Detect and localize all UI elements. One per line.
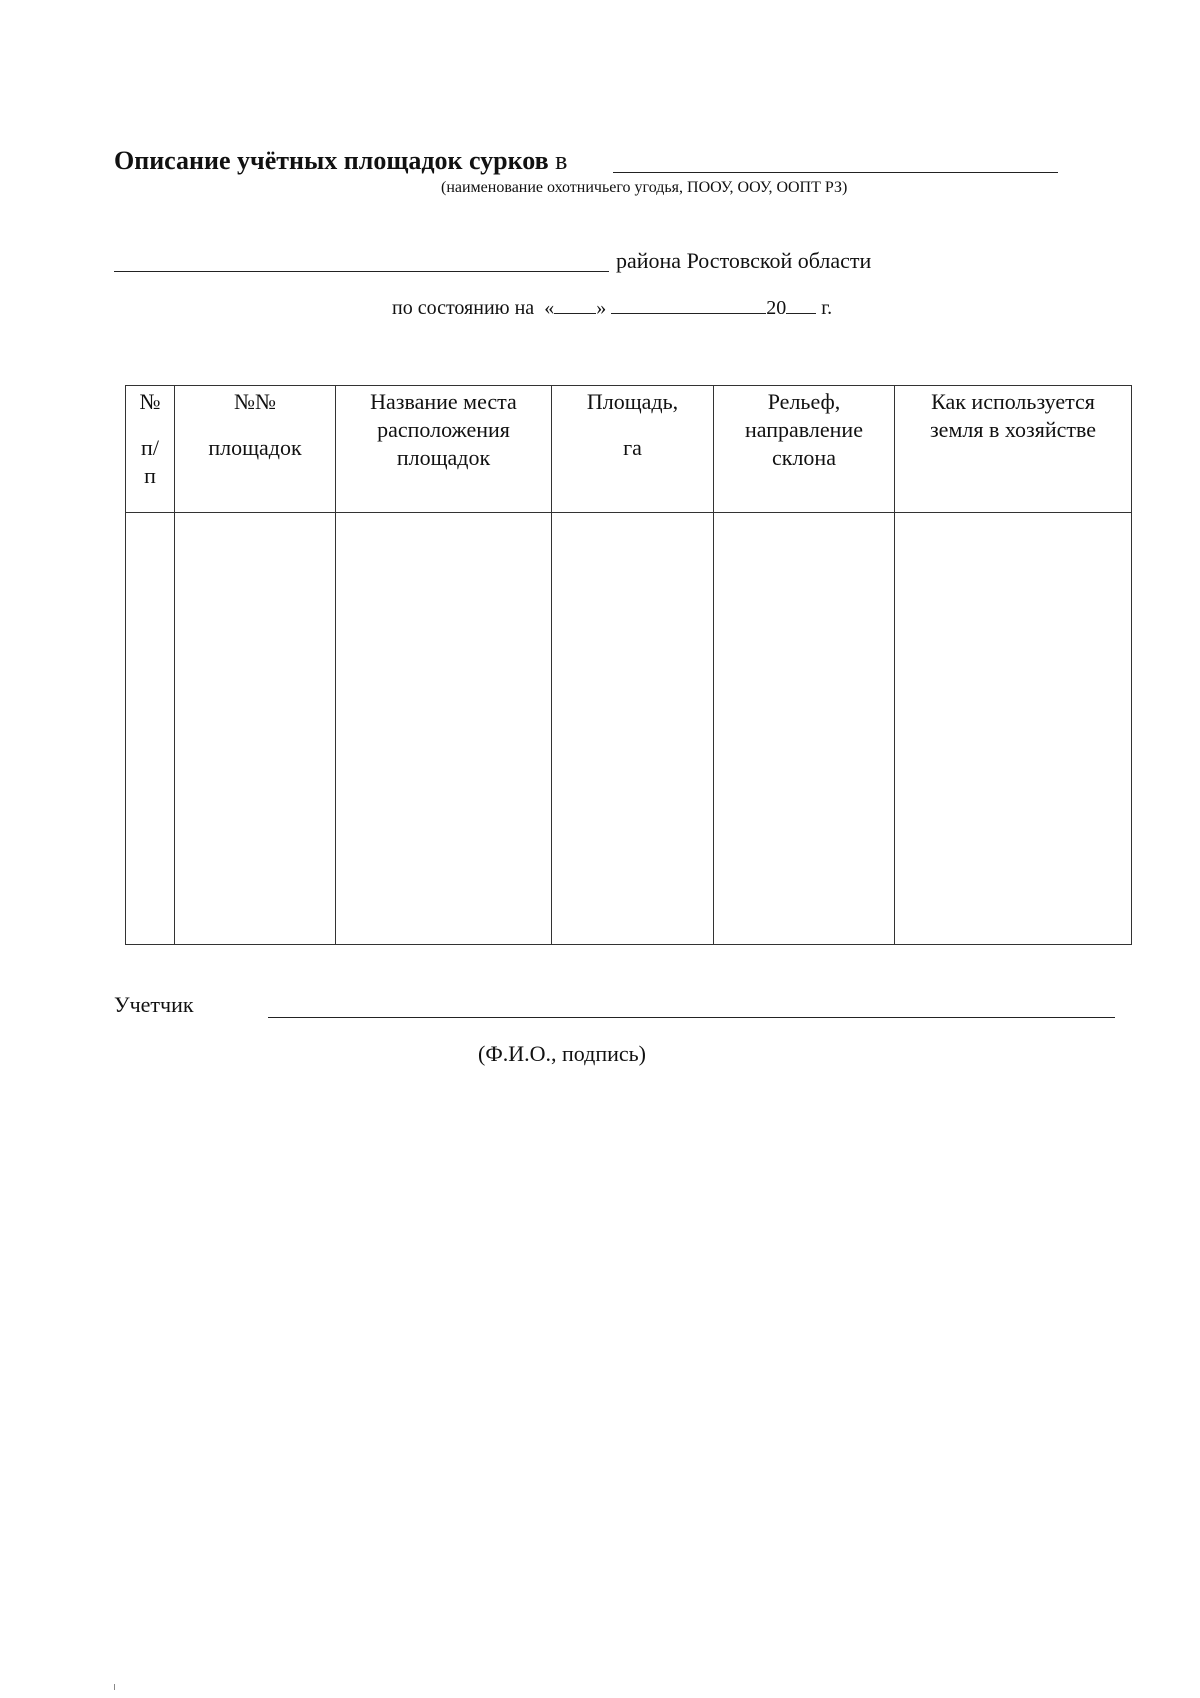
date-open-quote: «	[544, 297, 555, 319]
cell-row-number[interactable]	[126, 513, 175, 945]
date-row	[392, 293, 832, 322]
signature-caption: (Ф.И.О., подпись)	[478, 1041, 646, 1066]
year-blank[interactable]	[786, 293, 816, 314]
cell-relief[interactable]	[714, 513, 895, 945]
district-label: района Ростовской области	[616, 248, 872, 273]
column-header-land-use: Как используется земля в хозяйстве	[895, 386, 1132, 513]
table-row	[126, 513, 1132, 945]
hunting-ground-blank-line[interactable]	[613, 172, 1058, 173]
column-header-site-numbers: №№ площадок	[175, 386, 336, 513]
page-mark	[114, 1684, 115, 1690]
date-close-quote: »	[596, 297, 607, 319]
surveyor-label: Учетчик	[114, 992, 194, 1017]
column-header-relief: Рельеф, направление склона	[714, 386, 895, 513]
day-blank[interactable]	[554, 293, 596, 314]
column-header-row-number: № п/ п	[126, 386, 175, 513]
month-blank[interactable]	[611, 293, 766, 314]
survey-sites-table	[125, 385, 1132, 945]
signature-blank-line[interactable]	[268, 1017, 1115, 1018]
cell-area[interactable]	[552, 513, 714, 945]
date-prefix: по состоянию на	[392, 297, 535, 319]
title-text: Описание учётных площадок сурков	[114, 146, 549, 175]
column-header-site-location: Название места расположения площадок	[336, 386, 552, 513]
table-header-row	[126, 386, 1132, 513]
year-prefix: 20	[766, 297, 787, 319]
hunting-ground-caption: (наименование охотничьего угодья, ПООУ, ООУ, ООПТ РЗ)	[441, 179, 848, 196]
document-title	[114, 144, 567, 178]
district-blank-line[interactable]	[114, 271, 609, 272]
title-preposition: в	[555, 146, 568, 175]
year-suffix: г.	[821, 297, 833, 319]
cell-site-location[interactable]	[336, 513, 552, 945]
cell-land-use[interactable]	[895, 513, 1132, 945]
column-header-area: Площадь, га	[552, 386, 714, 513]
cell-site-numbers[interactable]	[175, 513, 336, 945]
